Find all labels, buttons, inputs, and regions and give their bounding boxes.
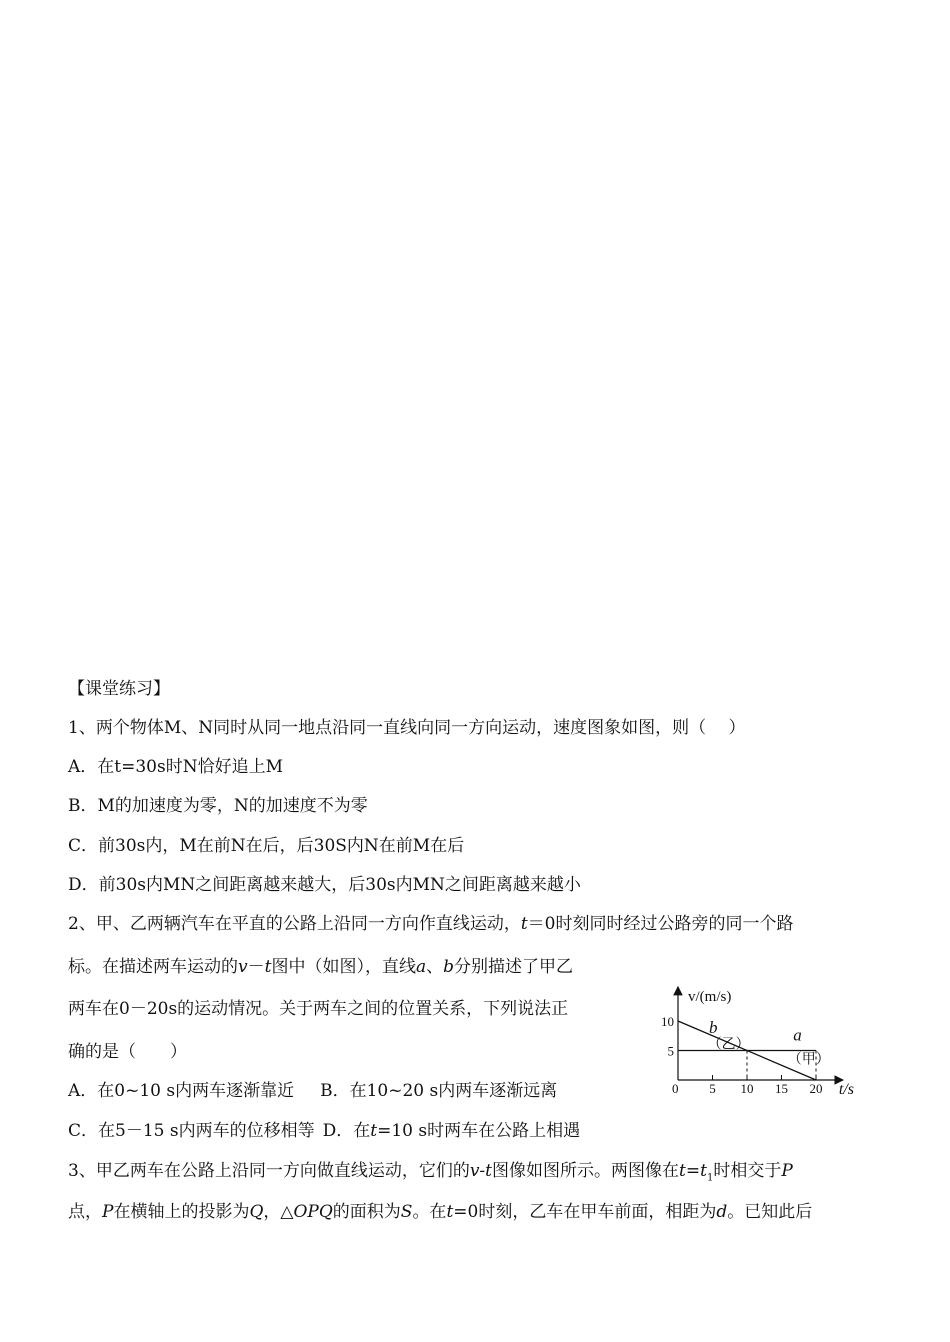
x-tick-label: 15 (775, 1081, 788, 1096)
q3-stem-line2: 点，P在横轴上的投影为Q，△OPQ的面积为S。在t=0时刻，乙车在甲车前面，相距为d。已知此后 (68, 1202, 813, 1222)
y-axis-label: v/(m/s) (688, 989, 732, 1005)
q2-stem-line1: 2、甲、乙两辆汽车在平直的公路上沿同一方向作直线运动，t＝0时刻同时经过公路旁的同一个路 (68, 914, 794, 934)
y-tick-label: 10 (661, 1014, 674, 1029)
q2-option-d: D．在t=10 s时两车在公路上相遇 (322, 1121, 581, 1141)
q2-stem-line3: 两车在0－20s的运动情况。关于两车之间的位置关系，下列说法正 (68, 999, 569, 1019)
q2-options-cd (68, 1120, 580, 1142)
x-tick-label: 10 (740, 1081, 754, 1096)
section-title: 【课堂练习】 (68, 679, 170, 699)
q2-options-ab (68, 1080, 557, 1102)
q2-option-b: B．在10~20 s内两车逐渐远离 (320, 1081, 558, 1101)
y-tick-label: 5 (667, 1043, 674, 1059)
x-axis-label: t/s (838, 1081, 855, 1098)
q2-option-c: C．在5－15 s内两车的位移相等 (68, 1121, 315, 1141)
q2-option-a: A．在0~10 s内两车逐渐靠近 (68, 1081, 295, 1101)
x-tick-label: 20 (809, 1081, 823, 1096)
q1-option-b: B．M的加速度为零，N的加速度不为零 (68, 796, 368, 816)
q1-option-d: D．前30s内MN之间距离越来越大，后30s内MN之间距离越来越小 (68, 875, 581, 895)
q2-stem-line4: 确的是（ ） (68, 1042, 187, 1062)
x-tick-label: 0 (672, 1081, 679, 1096)
series-label-b: b (709, 1018, 718, 1037)
x-tick-label: 5 (709, 1081, 716, 1096)
q1-stem: 1、两个物体M、N同时从同一地点沿同一直线向同一方向运动，速度图象如图，则（ ） (68, 718, 746, 738)
q2-stem-line2: 标。在描述两车运动的v－t图中（如图），直线a、b分别描述了甲乙 (68, 957, 573, 977)
q1-option-a: A．在t=30s时N恰好追上M (68, 757, 283, 777)
vt-chart (650, 982, 870, 1102)
q1-option-c: C．前30s内，M在前N在后，后30S内N在前M在后 (68, 836, 465, 856)
series-tag-b: （乙） (707, 1037, 750, 1053)
series-label-a: a (793, 1025, 802, 1045)
q3-stem-line1: 3、甲乙两车在公路上沿同一方向做直线运动，它们的v-t图像如图所示。两图像在$t=t_1$时相交于P (68, 1161, 793, 1184)
series-tag-a: （甲） (787, 1052, 830, 1068)
